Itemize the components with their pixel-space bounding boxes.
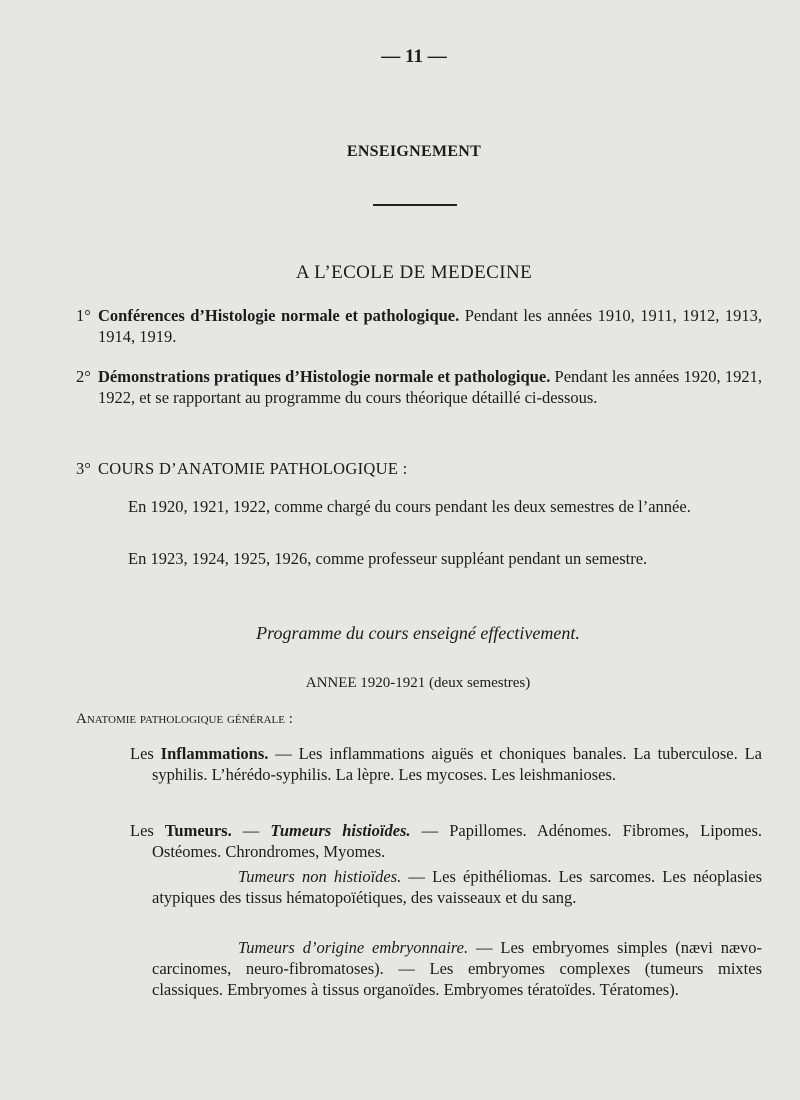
lead-word: Les	[130, 821, 165, 840]
item-number: 3°	[76, 459, 91, 478]
paragraph-tumeurs-embryonnaires	[152, 937, 762, 1000]
subtopic-title: Tumeurs non histioïdes.	[238, 867, 402, 886]
paragraph-text	[130, 743, 762, 785]
list-item-2	[76, 366, 762, 408]
programme-title: Programme du cours enseigné effectivement.	[256, 623, 580, 643]
paragraph-tumeurs-non-histioides	[152, 866, 762, 908]
topic-title: Inflammations.	[160, 744, 269, 763]
item-body: Pendant les années 1920, 1921, 1922, et se rapportant au programme du cours théorique détaillé ci-dessous.	[98, 367, 762, 407]
item-title: COURS D’ANATOMIE PATHOLOGIQUE :	[98, 459, 408, 478]
topic-title: Tumeurs.	[164, 821, 232, 840]
subsection-title-text: Anatomie pathologique générale :	[76, 711, 293, 727]
year-heading: ANNEE 1920-1921 (deux semestres)	[305, 675, 531, 691]
school-title: A L’ECOLE DE MEDECINE	[295, 262, 533, 283]
separator: —	[231, 821, 271, 840]
list-item-1	[76, 305, 762, 347]
list-item-text	[76, 366, 762, 408]
subtopic-title: Tumeurs histioïdes.	[270, 821, 411, 840]
paragraph-tumeurs	[130, 820, 762, 862]
heading-divider	[373, 204, 457, 206]
item-number: 1°	[76, 306, 91, 325]
page-number: — 11 —	[381, 46, 447, 67]
list-item-text	[76, 305, 762, 347]
paragraph-text	[152, 937, 762, 1000]
paragraph-inflammations	[130, 743, 762, 785]
course-detail-1	[128, 496, 762, 517]
item-number: 2°	[76, 367, 91, 386]
item-title: Conférences d’Histologie normale et pathologique.	[98, 306, 460, 325]
subtopic-body: — Les embryomes simples (nævi nævo-carcinomes, neuro-fibromatoses). — Les embryomes complexes (tumeurs mixtes classiques. Embryomes à tissus organoïdes. Embryomes tératoïdes. Tératomes).	[152, 938, 762, 999]
subtopic-title: Tumeurs d’origine embryonnaire.	[238, 938, 469, 957]
paragraph-text	[152, 866, 762, 908]
subtopic-body: — Papillomes. Adénomes. Fibromes, Lipomes. Ostéomes. Chrondromes, Myomes.	[152, 821, 763, 861]
subsection-title	[76, 711, 762, 728]
section-heading: ENSEIGNEMENT	[346, 143, 482, 160]
course-detail-text: En 1923, 1924, 1925, 1926, comme professeur suppléant pendant un semestre.	[128, 549, 648, 568]
course-detail-text: En 1920, 1921, 1922, comme chargé du cours pendant les deux semestres de l’année.	[128, 497, 691, 516]
list-item-3	[76, 458, 762, 479]
topic-body: — Les inflammations aiguës et choniques banales. La tuberculose. La syphilis. L’hérédo-syphilis. La lèpre. Les mycoses. Les leishmanioses.	[152, 744, 762, 784]
subtopic-body: — Les épithéliomas. Les sarcomes. Les néoplasies atypiques des tissus hématopoïétiques, des vaisseaux et du sang.	[152, 867, 762, 907]
item-title: Démonstrations pratiques d’Histologie normale et pathologique.	[98, 367, 551, 386]
course-detail-2	[128, 548, 762, 569]
item-body: Pendant les années 1910, 1911, 1912, 1913, 1914, 1919.	[98, 306, 762, 346]
paragraph-text	[130, 820, 762, 862]
list-item-text	[76, 458, 762, 479]
lead-word: Les	[130, 744, 161, 763]
